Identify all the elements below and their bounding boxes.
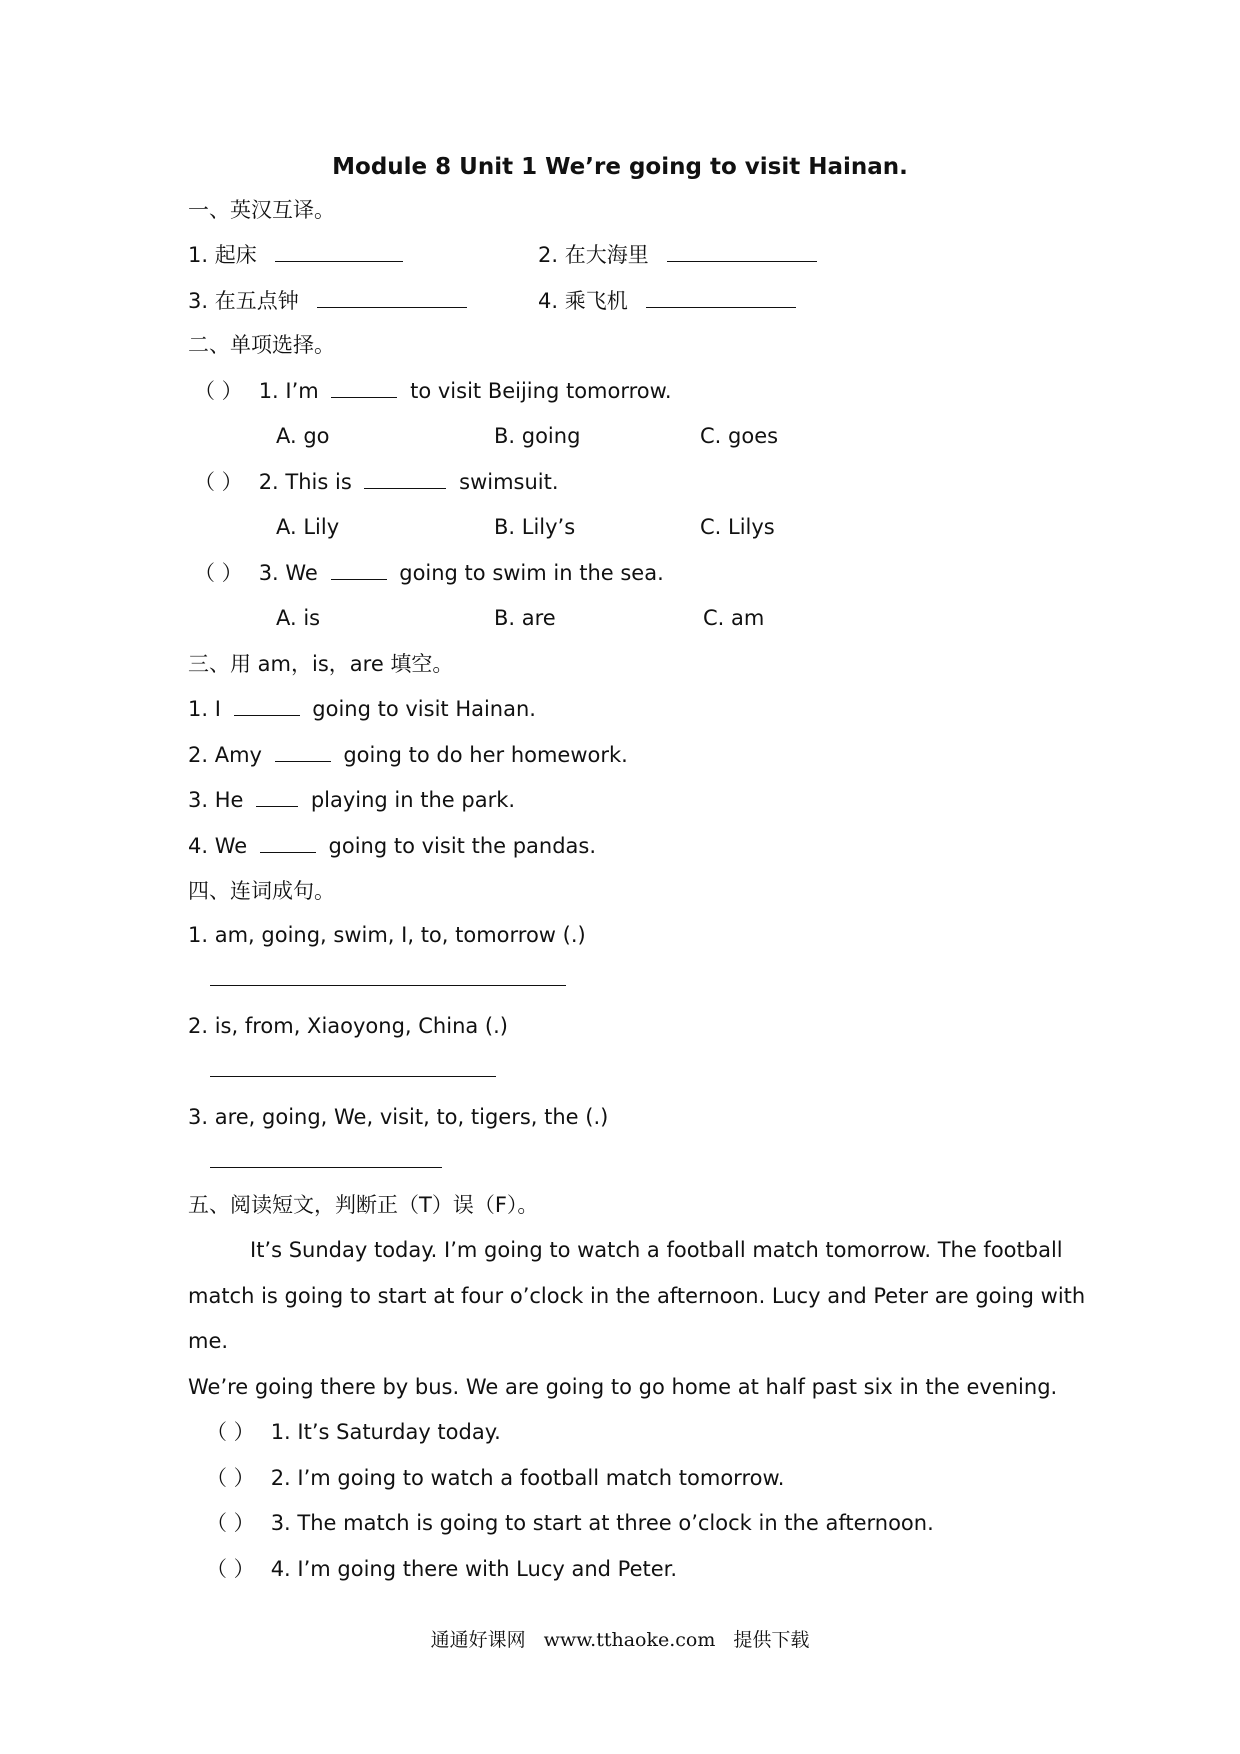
statement-text: 3. The match is going to start at three o’clock in the afternoon. — [270, 1511, 934, 1535]
item-text-pre: 2. Amy — [188, 743, 262, 767]
statement-text: 4. I’m going there with Lucy and Peter. — [270, 1557, 678, 1581]
question-blank — [331, 379, 397, 398]
answer-blank[interactable] — [234, 697, 300, 716]
statement-text: 2. I’m going to watch a football match tomorrow. — [270, 1466, 785, 1490]
question-blank — [331, 561, 387, 580]
option: A. Lily — [276, 515, 340, 539]
fill-blank-item — [188, 831, 596, 861]
question-text-pre: 2. This is — [258, 470, 352, 494]
translation-item-label: 1. 起床 — [188, 243, 257, 267]
answer-paren[interactable]: （ ） — [194, 561, 243, 585]
true-false-item — [206, 1508, 934, 1538]
passage-line: me. — [188, 1329, 229, 1353]
fill-blank-item — [188, 694, 536, 724]
choice-question — [194, 376, 672, 406]
option: C. goes — [700, 424, 779, 448]
item-text-pre: 3. He — [188, 788, 244, 812]
item-text-pre: 1. I — [188, 697, 221, 721]
word-order-item: 3. are, going, We, visit, to, tigers, the (.) — [188, 1105, 609, 1129]
answer-paren[interactable]: （ ） — [194, 470, 243, 494]
option: C. am — [703, 606, 765, 630]
true-false-item — [206, 1463, 784, 1493]
question-text-post: going to swim in the sea. — [399, 561, 664, 585]
fill-blank-item — [188, 740, 628, 770]
answer-blank[interactable] — [667, 243, 817, 262]
item-text-post: going to visit Hainan. — [312, 697, 536, 721]
option: B. Lily’s — [494, 515, 576, 539]
section3-heading: 三、用 am，is，are 填空。 — [188, 652, 454, 676]
question-text-post: to visit Beijing tomorrow. — [410, 379, 672, 403]
translation-item — [188, 240, 403, 270]
option: A. is — [276, 606, 321, 630]
section4-heading: 四、连词成句。 — [188, 879, 335, 903]
answer-blank[interactable] — [260, 834, 316, 853]
answer-blank[interactable] — [646, 289, 796, 308]
question-blank — [364, 470, 446, 489]
question-text-post: swimsuit. — [459, 470, 559, 494]
statement-text: 1. It’s Saturday today. — [270, 1420, 501, 1444]
item-text-post: going to visit the pandas. — [328, 834, 597, 858]
answer-blank[interactable] — [317, 289, 467, 308]
answer-paren[interactable]: （ ） — [206, 1466, 255, 1490]
answer-blank[interactable] — [256, 788, 298, 807]
option: C. Lilys — [700, 515, 775, 539]
fill-blank-item — [188, 785, 515, 815]
worksheet-title: Module 8 Unit 1 We’re going to visit Hainan. — [332, 154, 908, 180]
option: B. going — [494, 424, 581, 448]
answer-line[interactable] — [210, 985, 566, 986]
answer-paren[interactable]: （ ） — [206, 1420, 255, 1444]
passage-line: We’re going there by bus. We are going to go home at half past six in the evening. — [188, 1375, 1058, 1399]
question-text-pre: 3. We — [258, 561, 318, 585]
item-text-post: going to do her homework. — [343, 743, 628, 767]
word-order-item: 2. is, from, Xiaoyong, China (.) — [188, 1014, 508, 1038]
answer-line[interactable] — [210, 1167, 442, 1168]
choice-question — [194, 467, 559, 497]
option: A. go — [276, 424, 330, 448]
footer-site-name: 通通好课网 — [430, 1629, 526, 1651]
translation-item-label: 2. 在大海里 — [538, 243, 649, 267]
section5-heading: 五、阅读短文，判断正（T）误（F）。 — [188, 1193, 539, 1217]
answer-blank[interactable] — [275, 743, 331, 762]
passage-line: It’s Sunday today. I’m going to watch a football match tomorrow. The football — [250, 1238, 1063, 1262]
answer-paren[interactable]: （ ） — [206, 1511, 255, 1535]
translation-item — [538, 286, 796, 316]
translation-item-label: 4. 乘飞机 — [538, 289, 628, 313]
answer-paren[interactable]: （ ） — [194, 379, 243, 403]
item-text-pre: 4. We — [188, 834, 248, 858]
option: B. are — [494, 606, 556, 630]
true-false-item — [206, 1417, 501, 1447]
translation-item-label: 3. 在五点钟 — [188, 289, 299, 313]
passage-line: match is going to start at four o’clock in the afternoon. Lucy and Peter are going with — [188, 1284, 1086, 1308]
true-false-item — [206, 1554, 677, 1584]
item-text-post: playing in the park. — [310, 788, 516, 812]
question-text-pre: 1. I’m — [258, 379, 319, 403]
footer-suffix: 提供下载 — [733, 1629, 810, 1651]
section1-heading: 一、英汉互译。 — [188, 198, 335, 222]
answer-line[interactable] — [210, 1076, 496, 1077]
choice-question — [194, 558, 664, 588]
footer-url[interactable]: www.tthaoke.com — [543, 1629, 716, 1651]
page-footer — [0, 1625, 1240, 1655]
answer-blank[interactable] — [275, 243, 403, 262]
word-order-item: 1. am, going, swim, I, to, tomorrow (.) — [188, 923, 586, 947]
answer-paren[interactable]: （ ） — [206, 1557, 255, 1581]
section2-heading: 二、单项选择。 — [188, 333, 335, 357]
translation-item — [188, 286, 467, 316]
translation-item — [538, 240, 817, 270]
